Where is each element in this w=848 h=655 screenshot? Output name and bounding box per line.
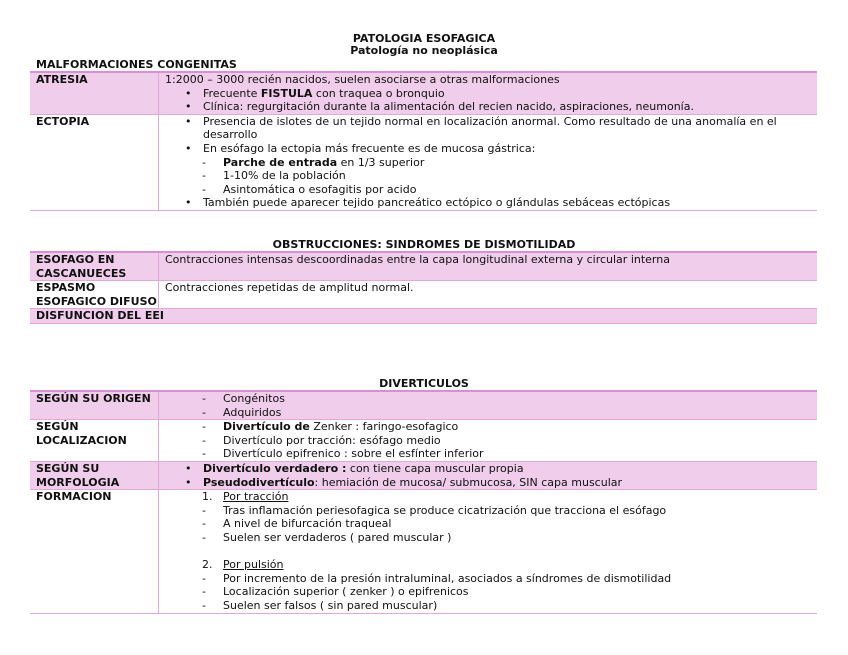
page-subtitle: Patología no neoplásica xyxy=(350,44,498,57)
dash-item: - Suelen ser falsos ( sin pared muscular) xyxy=(165,599,817,613)
text-line: 1:2000 – 3000 recién nacidos, suelen asociarse a otras malformaciones xyxy=(165,73,560,86)
table-row xyxy=(30,72,817,114)
dash-item: - Parche de entrada en 1/3 superior xyxy=(165,156,817,170)
numbered-item: 1. Por tracción xyxy=(202,490,289,504)
table-row xyxy=(30,114,817,210)
table-row xyxy=(30,281,817,309)
row-label: DISFUNCION DEL EEI xyxy=(30,309,817,324)
bullet-item: • En esófago la ectopia más frecuente es de mucosa gástrica: xyxy=(165,142,817,156)
page-title: PATOLOGIA ESOFAGICA xyxy=(352,32,496,45)
obstrucciones-table xyxy=(30,251,817,324)
dash-item: - A nivel de bifurcación traqueal xyxy=(165,517,817,531)
numbered-item: 2. Por pulsión xyxy=(202,558,284,572)
dash-item: - Por incremento de la presión intraluminal, asociados a síndromes de dismotilidad xyxy=(165,572,817,586)
dash-item: - Divertículo epifrenico : sobre el esfínter inferior xyxy=(165,447,817,461)
row-label: SEGÚN SU MORFOLOGIA xyxy=(30,461,159,489)
row-content xyxy=(159,490,818,613)
row-content xyxy=(159,420,818,462)
dash-item: - Asintomática o esofagitis por acido xyxy=(165,183,817,197)
row-label: ATRESIA xyxy=(30,72,159,114)
row-content xyxy=(159,72,818,114)
row-label: ESPASMO ESOFAGICO DIFUSO xyxy=(30,281,159,309)
table-row xyxy=(30,252,817,281)
dash-item: - Tras inflamación periesofagica se produce cicatrización que tracciona el esófago xyxy=(165,504,817,518)
table-row xyxy=(30,309,817,324)
row-label: SEGÚN SU ORIGEN xyxy=(30,391,159,420)
dash-item: - 1-10% de la población xyxy=(165,169,817,183)
dash-item: - Suelen ser verdaderos ( pared muscular ) xyxy=(165,531,817,545)
dash-item: - Congénitos xyxy=(165,392,817,406)
diverticulos-heading: DIVERTICULOS xyxy=(379,377,469,390)
bullet-item: • Clínica: regurgitación durante la alimentación del recien nacido, aspiraciones, neumonía. xyxy=(165,100,817,114)
row-label: FORMACION xyxy=(30,490,159,613)
row-content xyxy=(159,461,818,489)
malformaciones-heading: MALFORMACIONES CONGENITAS xyxy=(36,58,237,71)
table-row xyxy=(30,490,817,613)
bullet-item: • Divertículo verdadero : con tiene capa muscular propia xyxy=(165,462,817,476)
row-content xyxy=(159,114,818,210)
row-content xyxy=(159,391,818,420)
obstrucciones-heading: OBSTRUCCIONES: SINDROMES DE DISMOTILIDAD xyxy=(272,238,576,251)
row-label: ESOFAGO EN CASCANUECES xyxy=(30,252,159,281)
bullet-item: • Pseudodivertículo: hemiación de mucosa/ submucosa, SIN capa muscular xyxy=(165,476,817,490)
row-label: SEGÚN LOCALIZACION xyxy=(30,420,159,462)
bullet-item: • Presencia de islotes de un tejido normal en localización anormal. Como resultado de una anomalía en el desarrollo xyxy=(165,115,817,142)
row-content: Contracciones repetidas de amplitud normal. xyxy=(165,281,414,295)
bullet-item: • También puede aparecer tejido pancreático ectópico o glándulas sebáceas ectópicas xyxy=(165,196,817,210)
dash-item: - Divertículo por tracción: esófago medio xyxy=(165,434,817,448)
table-row xyxy=(30,461,817,489)
table-row xyxy=(30,420,817,462)
spacer xyxy=(165,545,817,559)
bullet-item: • Frecuente FISTULA con traquea o bronquio xyxy=(165,87,817,101)
malformaciones-table xyxy=(30,71,817,211)
diverticulos-table xyxy=(30,390,817,614)
row-content: Contracciones intensas descoordinadas entre la capa longitudinal externa y circular interna xyxy=(159,252,818,281)
dash-item: - Adquiridos xyxy=(165,406,817,420)
row-label: ECTOPIA xyxy=(30,114,159,210)
table-row xyxy=(30,391,817,420)
dash-item: - Localización superior ( zenker ) o epifrenicos xyxy=(165,585,817,599)
dash-item: - Divertículo de Zenker : faringo-esofagico xyxy=(165,420,817,434)
